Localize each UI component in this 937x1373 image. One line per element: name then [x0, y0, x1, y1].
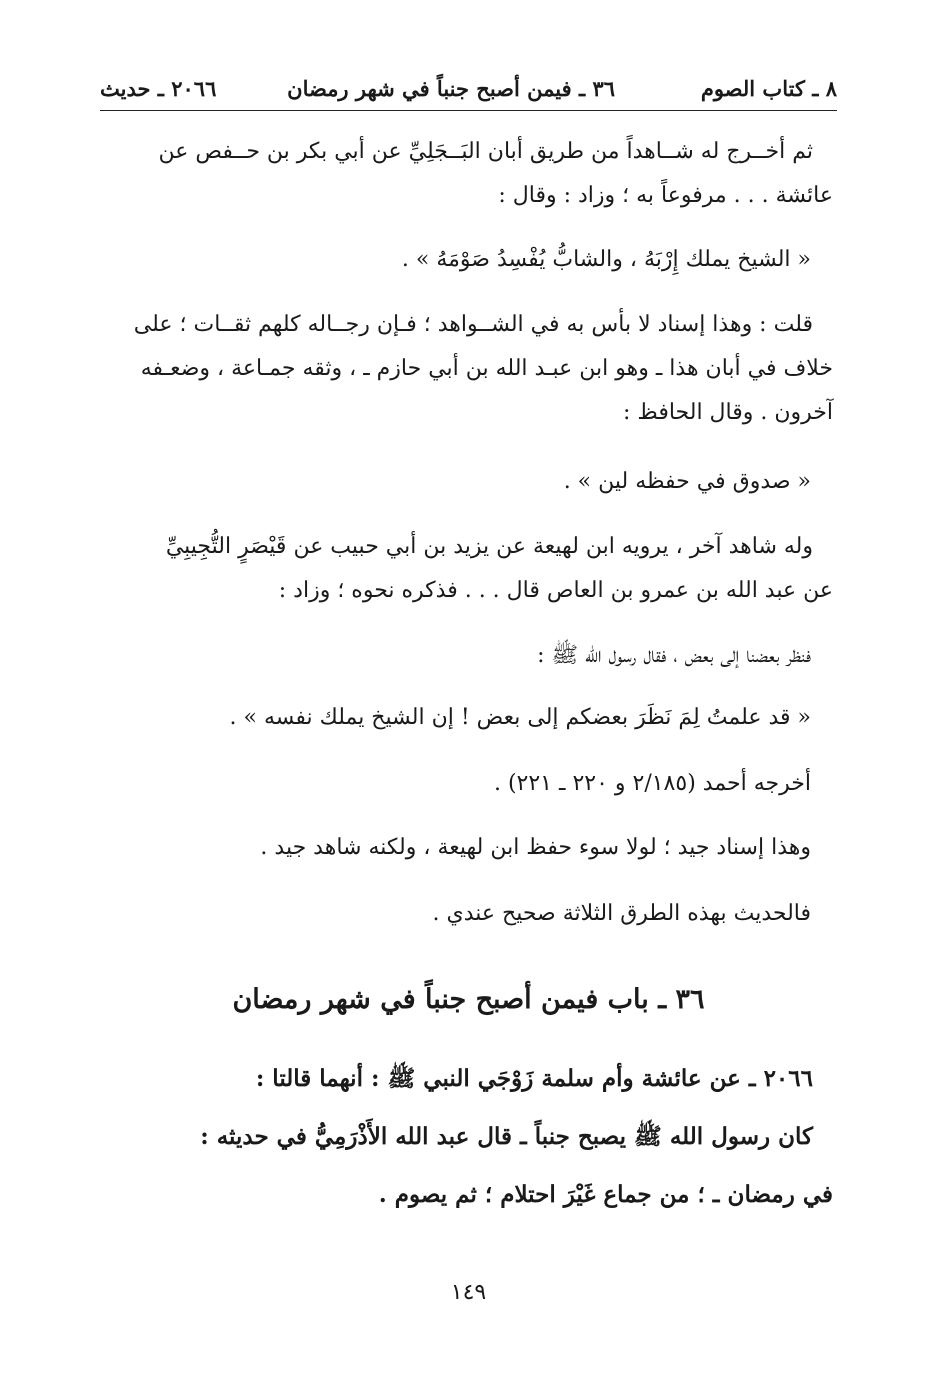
text-line: فالحديث بهذه الطرق الثلاثة صحيح عندي . [432, 901, 811, 926]
assessment-line [100, 826, 811, 870]
quote-3 [100, 696, 811, 740]
text-line: وله شاهد آخر ، يرويه ابن لهيعة عن يزيد بن أبي حبيب عن قَيْصَرٍ التُّجِيبِيِّ [165, 534, 813, 559]
chapter-title: ٣٦ ـ باب فيمن أصبح جنباً في شهر رمضان [232, 984, 705, 1015]
text-line: عن عبد الله بن عمرو بن العاص قال . . . فذكره نحوه ؛ وزاد : [278, 578, 833, 603]
hadith-text [100, 1050, 833, 1224]
text-line: آخرون . وقال الحافظ : [623, 400, 833, 425]
paragraph-witness-1 [100, 130, 833, 218]
text-line: « الشيخ يملك إِرْبَهُ ، والشابُّ يُفْسِدُ صَوْمَهُ » . [401, 247, 811, 272]
text-line: فنظر بعضنا إلى بعض ، فقال رسول الله ﷺ : [537, 643, 811, 668]
text-line: خلاف في أبان هذا ـ وهو ابن عبـد الله بن أبي حازم ـ ، وثقه جمـاعة ، وضعـفه [140, 356, 833, 381]
text-line: قلت : وهذا إسناد لا بأس به في الشــواهد ؛ فـإن رجــاله كلهم ثقــات ؛ على [133, 312, 813, 337]
text-line: وهذا إسناد جيد ؛ لولا سوء حفظ ابن لهيعة ، ولكنه شاهد جيد . [260, 835, 811, 860]
page-number: ١٤٩ [450, 1280, 487, 1305]
conclusion-line [100, 892, 811, 936]
quote-2 [100, 460, 811, 504]
citation-line [100, 762, 811, 806]
text-line: « صدوق في حفظه لين » . [563, 469, 811, 494]
text-line: عائشة . . . مرفوعاً به ؛ وزاد : وقال : [498, 183, 833, 208]
paragraph-witness-2 [100, 525, 833, 613]
text-line: أخرجه أحمد (٢/١٨٥ و ٢٢٠ ـ ٢٢١) . [493, 771, 811, 796]
header-rule [100, 110, 837, 111]
text-line: ثم أخــرج له شــاهداً من طريق أبان البَــجَلِيِّ عن أبي بكر بن حــفص عن [158, 139, 813, 164]
header-section: ٣٦ ـ فيمن أصبح جنباً في شهر رمضان [287, 76, 615, 101]
hadith-line: في رمضان ـ ؛ من جماع غَيْرَ احتلام ؛ ثم يصوم . [378, 1181, 833, 1208]
paragraph-comment [100, 303, 833, 435]
text-line: « قد علمتُ لِمَ نَظَرَ بعضكم إلى بعض ! إن الشيخ يملك نفسه » . [229, 705, 811, 730]
narration-line [100, 634, 811, 678]
running-header [100, 72, 837, 106]
hadith-line: ٢٠٦٦ ـ عن عائشة وأم سلمة زَوْجَي النبي ﷺ : أنهما قالتا : [255, 1065, 813, 1092]
header-hadith-ref: ٢٠٦٦ ـ حديث [100, 76, 217, 101]
hadith-line: كان رسول الله ﷺ يصبح جنباً ـ قال عبد الله الأَذْرَمِيُّ في حديثه : [200, 1123, 813, 1150]
quote-1 [100, 238, 811, 282]
header-chapter: ٨ ـ كتاب الصوم [700, 76, 837, 101]
